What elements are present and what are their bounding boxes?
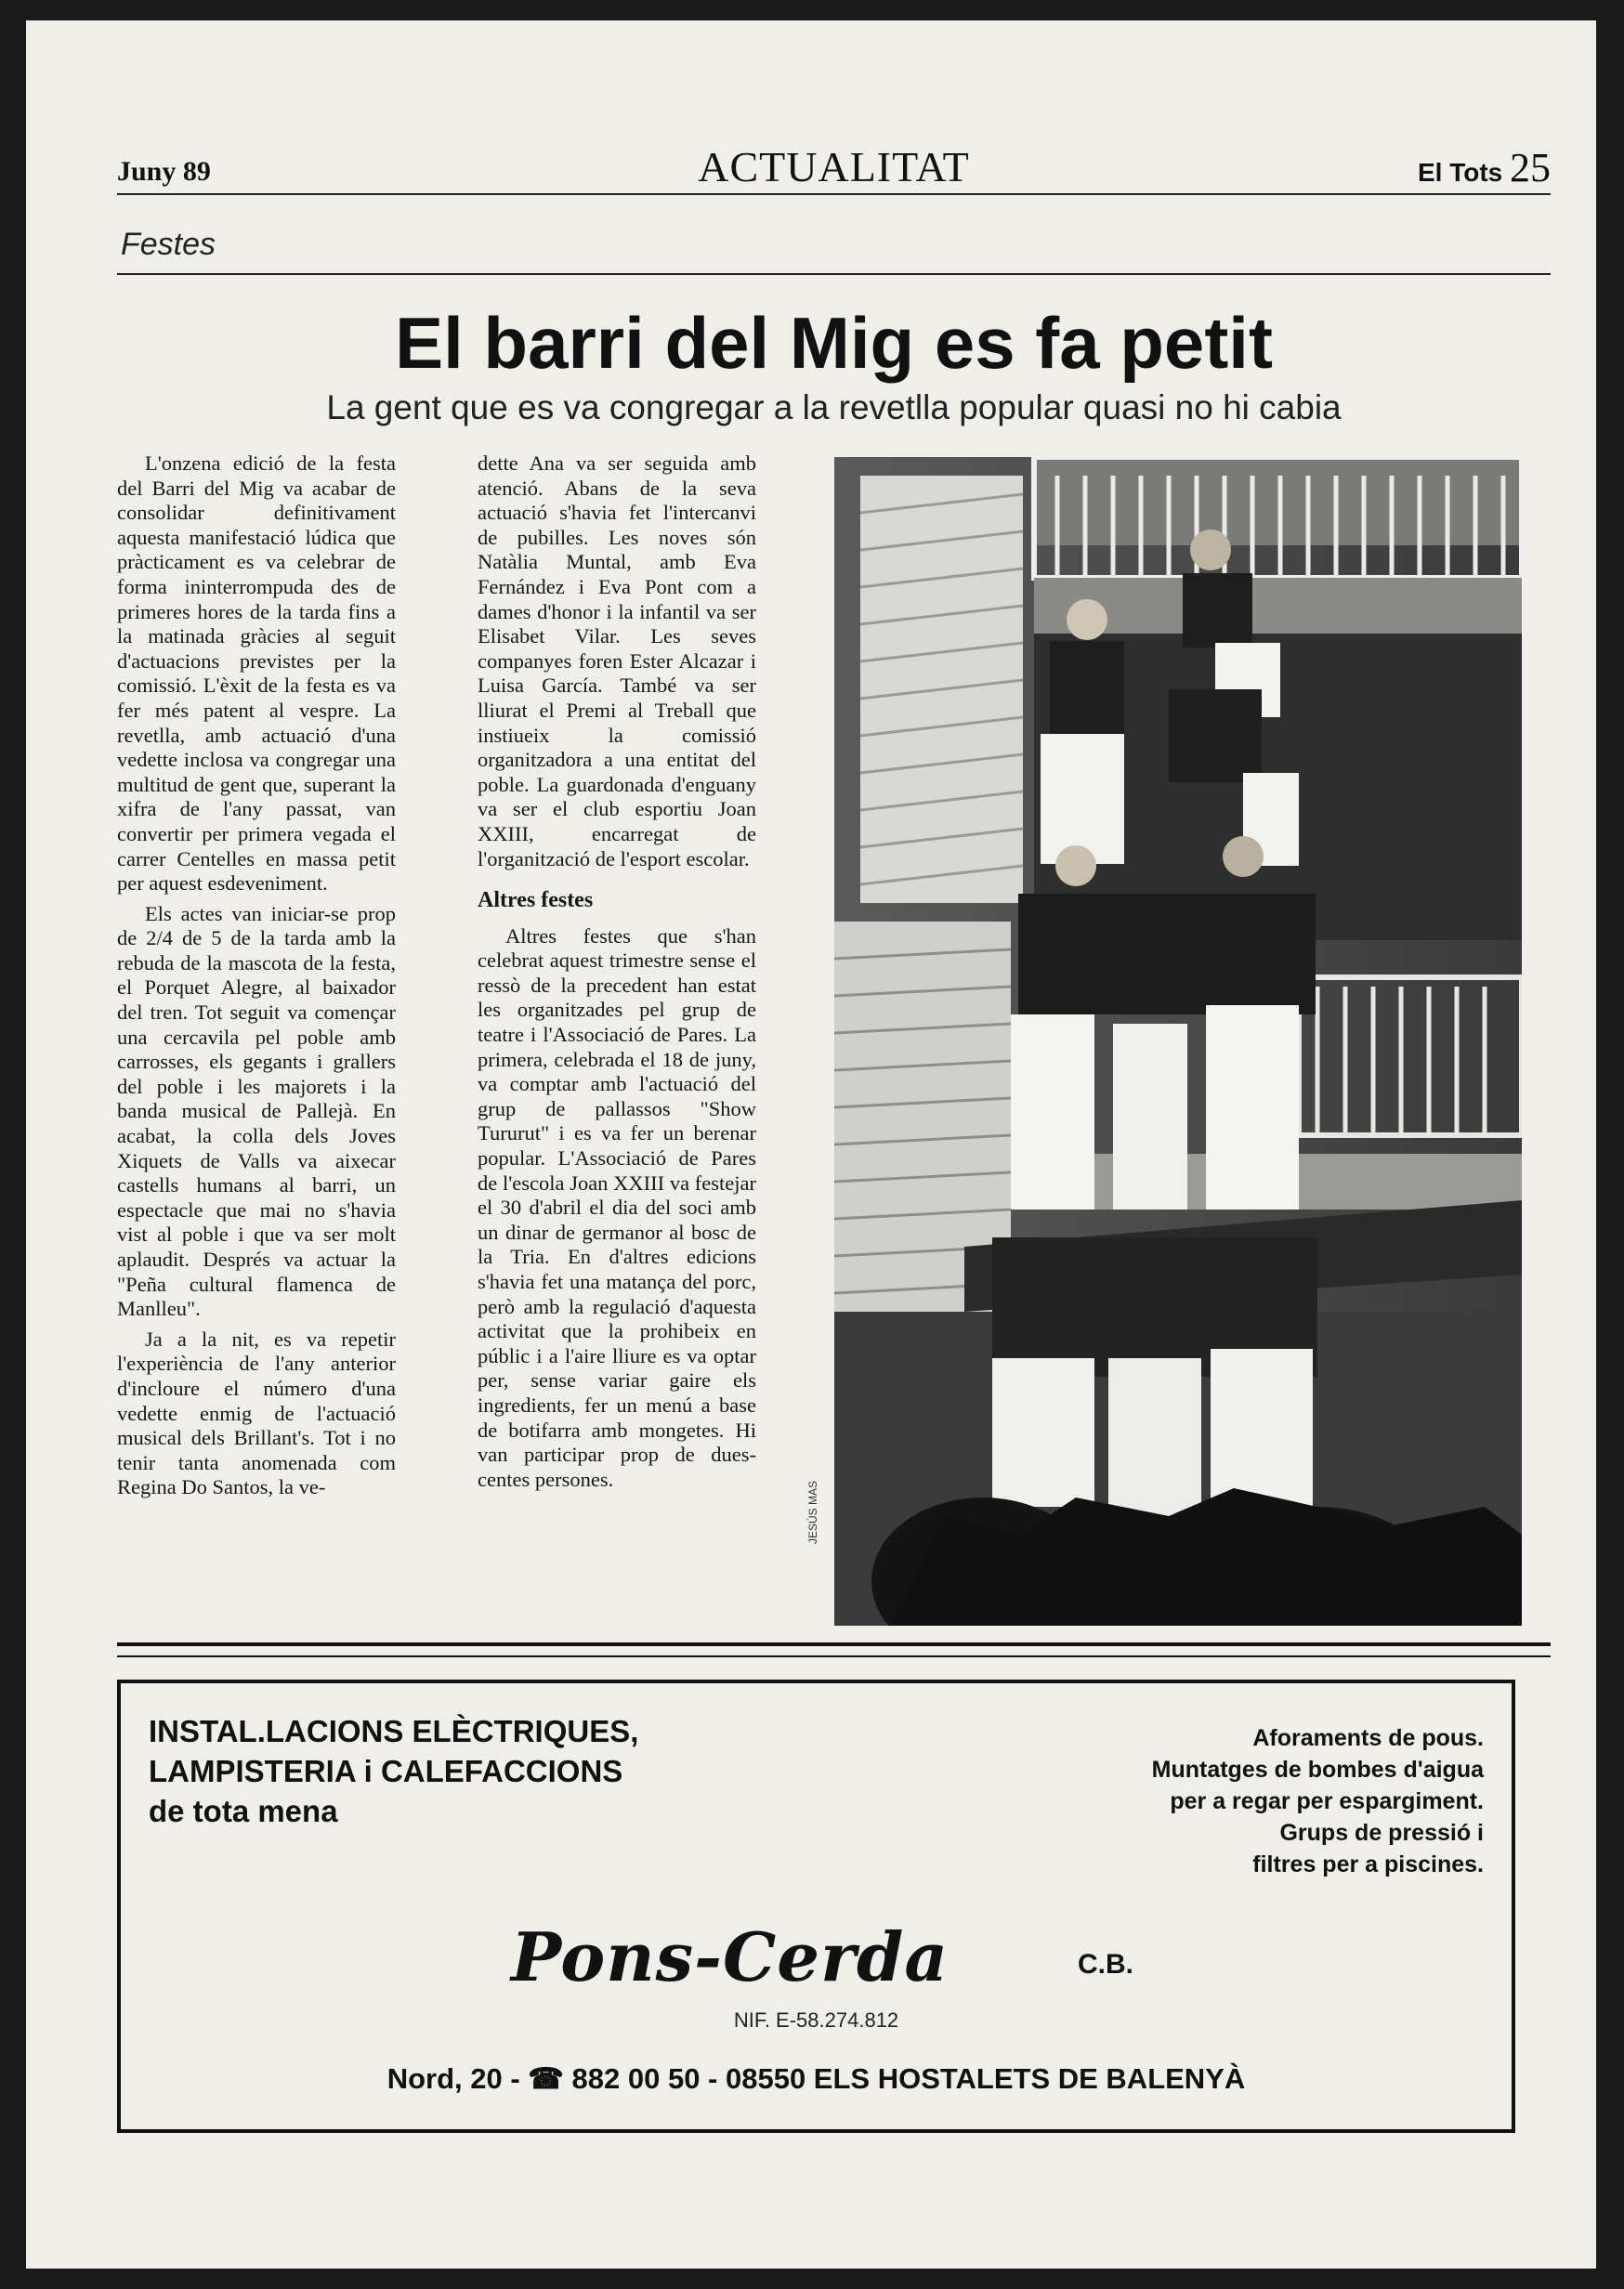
logo-wordmark: Pons-Cerda bbox=[511, 1917, 950, 1996]
paragraph: dette Ana va ser seguida amb atenció. Abans de la seva actuació s'havia fet l'intercanvi de pubilles. Les noves són Natàlia Muntal, amb Eva Fernández i Eva Pont com a dames d'honor i la infantil va ser Elisabet Vilar. Les seves companyes foren Ester Alcazar i Luisa García. També va ser lliurat el Premi al Treball que instiueix la comissió organitzadora a una entitat del poble. La guardonada d'enguany va ser el club esportiu Joan XXIII, encarregat de l'organització de l'esport escolar. bbox=[478, 451, 756, 870]
ad-line: per a regar per espargiment. bbox=[1170, 1788, 1484, 1814]
article-column-2 bbox=[478, 451, 756, 1498]
section-divider bbox=[117, 273, 1551, 275]
ad-line: Grups de pressió i bbox=[1279, 1820, 1484, 1846]
section-label: Festes bbox=[121, 227, 216, 262]
ad-line: INSTAL.LACIONS ELÈCTRIQUES, bbox=[149, 1714, 639, 1748]
newspaper-page bbox=[26, 20, 1596, 2269]
paragraph: Ja a la nit, es va repetir l'experiència de l'any anterior d'incloure el número d'una vedette enmig de l'actuació musical dels Brillant's. Tot i no tenir tanta anomenada com Regina Do Santos, la ve- bbox=[117, 1327, 396, 1499]
publication-name: El Tots bbox=[1417, 158, 1503, 187]
photo-illustration bbox=[834, 457, 1522, 1626]
header-section: ACTUALITAT bbox=[698, 143, 970, 190]
article-subtitle: Altres festes bbox=[478, 888, 594, 913]
tax-id: NIF. E-58.274.812 bbox=[733, 2008, 899, 2032]
article-column-1 bbox=[117, 451, 396, 1506]
article-subheadline: La gent que es va congregar a la revetlla popular quasi no hi cabia bbox=[326, 388, 1342, 426]
ad-address: Nord, 20 - ☎ 882 00 50 - 08550 ELS HOSTALETS DE BALENYÀ bbox=[386, 2062, 1246, 2095]
ad-line: filtres per a piscines. bbox=[1252, 1851, 1484, 1877]
ad-services-right bbox=[1152, 1722, 1484, 1880]
ad-line: de tota mena bbox=[149, 1794, 338, 1828]
paragraph: Altres festes que s'han celebrat aquest trimestre sense el ressò de la precedent han estat les organitzades pel grup de teatre i l'Associació de Pares. La primera, celebrada el 18 de juny, va comptar amb l'actuació del grup de pallassos "Show Tururut" i es va fer un berenar popular. L'Associació de Pares de l'escola Joan XXIII va festejar el 30 d'abril el dia del soci amb un dinar de germanor al bosc de la Tria. En d'altres edicions s'havia fet una matança del porc, però amb la regulació d'aquesta activitat que la prohibeix en públic i a l'aire lliure es va optar per, sense variar gaire els ingredients, fer un menú a base de botifarra amb mongetes. Hi van participar prop de dues-centes persones. bbox=[478, 923, 756, 1491]
page-number: 25 bbox=[1510, 145, 1551, 190]
ad-line: Muntatges de bombes d'aigua bbox=[1151, 1757, 1484, 1783]
ad-services-left bbox=[149, 1711, 638, 1831]
human-tower-photo bbox=[834, 457, 1522, 1626]
company-logo bbox=[511, 1917, 1198, 2001]
double-rule bbox=[117, 1642, 1551, 1657]
photo-credit: JESÚS MAS bbox=[806, 1480, 819, 1544]
logo-suffix: C.B. bbox=[1078, 1949, 1133, 1980]
ad-line: Aforaments de pous. bbox=[1252, 1725, 1484, 1751]
article-headline: El barri del Mig es fa petit bbox=[395, 302, 1273, 384]
header-date: Juny 89 bbox=[117, 156, 211, 187]
page-header bbox=[117, 130, 1551, 195]
paragraph: Els actes van iniciar-se prop de 2/4 de 5 de la tarda amb la rebuda de la mascota de la festa, el Porquet Alegre, al baixador del tren. Tot seguit va començar una cercavila pel poble amb carrosses, els gegants i grallers del poble i les majorets i la banda musical de Pallejà. En acabat, la colla dels Joves Xiquets de Valls va aixecar castells humans al barri, un espectacle que mai no s'havia vist al poble i que va ser molt aplaudit. Després va actuar la "Peña cultural flamenca de Manlleu". bbox=[117, 901, 396, 1321]
header-publication bbox=[1418, 144, 1551, 191]
ad-line: LAMPISTERIA i CALEFACCIONS bbox=[149, 1754, 623, 1788]
advertisement-box bbox=[117, 1680, 1515, 2133]
paragraph: L'onzena edició de la festa del Barri del Mig va acabar de consolidar definitivament aquesta manifestació lúdica que pràcticament es va celebrar de forma ininterrompuda des de primeres hores de la tarda fins a la matinada gràcies al seguit d'actuacions previstes per la comissió. L'èxit de la festa es va fer més patent al vespre. La revetlla, amb actuació d'una vedette inclosa va congregar una multitud de gent que, superant la xifra de l'any passat, van convertir per primera vegada el carrer Centelles en massa petit per aquest esdeveniment. bbox=[117, 451, 396, 896]
